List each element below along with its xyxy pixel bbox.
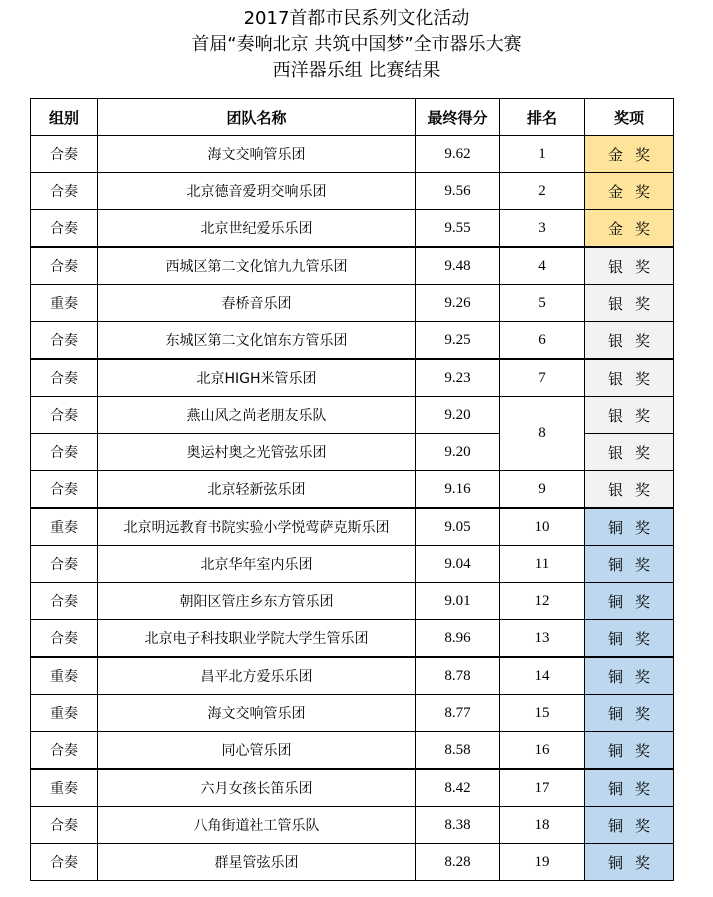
score-cell: 9.62 bbox=[416, 136, 500, 173]
score-cell: 8.38 bbox=[416, 807, 500, 844]
table-row bbox=[31, 657, 674, 695]
team-name-cell: 奥运村奥之光管弦乐团 bbox=[98, 434, 416, 471]
award-cell: 铜奖 bbox=[585, 695, 674, 732]
competition-title: 首届“奏响北京 共筑中国梦”全市器乐大赛 bbox=[191, 34, 522, 55]
score-cell: 9.48 bbox=[416, 247, 500, 285]
rank-cell: 15 bbox=[500, 695, 585, 732]
score-cell: 9.04 bbox=[416, 546, 500, 583]
rank-cell: 6 bbox=[500, 322, 585, 360]
group-cell: 重奏 bbox=[31, 769, 98, 807]
table-row bbox=[31, 769, 674, 807]
table-row bbox=[31, 695, 674, 732]
team-name-cell: 昌平北方爱乐乐团 bbox=[98, 657, 416, 695]
team-name-cell: 六月女孩长笛乐团 bbox=[98, 769, 416, 807]
rank-cell: 5 bbox=[500, 285, 585, 322]
award-cell: 铜奖 bbox=[585, 732, 674, 770]
group-cell: 合奏 bbox=[31, 173, 98, 210]
team-name-cell: 燕山风之尚老朋友乐队 bbox=[98, 397, 416, 434]
group-cell: 重奏 bbox=[31, 695, 98, 732]
score-cell: 9.23 bbox=[416, 359, 500, 397]
score-cell: 9.25 bbox=[416, 322, 500, 360]
table-row bbox=[31, 583, 674, 620]
team-name-cell: 西城区第二文化馆九九管乐团 bbox=[98, 247, 416, 285]
team-name-cell: 八角街道社工管乐队 bbox=[98, 807, 416, 844]
group-cell: 合奏 bbox=[31, 471, 98, 509]
rank-cell: 19 bbox=[500, 844, 585, 881]
group-cell: 合奏 bbox=[31, 136, 98, 173]
score-cell: 9.56 bbox=[416, 173, 500, 210]
rank-cell: 11 bbox=[500, 546, 585, 583]
table-row bbox=[31, 210, 674, 248]
rank-cell: 14 bbox=[500, 657, 585, 695]
team-name-cell: 北京世纪爱乐乐团 bbox=[98, 210, 416, 248]
award-cell: 银奖 bbox=[585, 322, 674, 360]
team-name-cell: 北京HIGH米管乐团 bbox=[98, 359, 416, 397]
table-row bbox=[31, 397, 674, 434]
rank-cell: 16 bbox=[500, 732, 585, 770]
award-cell: 银奖 bbox=[585, 397, 674, 434]
group-cell: 重奏 bbox=[31, 285, 98, 322]
team-name-cell: 北京明远教育书院实验小学悦莺萨克斯乐团 bbox=[98, 508, 416, 546]
group-cell: 合奏 bbox=[31, 322, 98, 360]
results-title: 西洋器乐组 比赛结果 bbox=[272, 60, 441, 81]
header-team: 团队名称 bbox=[98, 99, 416, 136]
score-cell: 8.42 bbox=[416, 769, 500, 807]
group-cell: 合奏 bbox=[31, 807, 98, 844]
table-row bbox=[31, 322, 674, 360]
rank-cell: 13 bbox=[500, 620, 585, 658]
group-cell: 合奏 bbox=[31, 620, 98, 658]
results-table bbox=[30, 98, 674, 881]
score-cell: 8.77 bbox=[416, 695, 500, 732]
score-cell: 9.01 bbox=[416, 583, 500, 620]
award-cell: 金奖 bbox=[585, 210, 674, 248]
award-cell: 金奖 bbox=[585, 173, 674, 210]
title-block bbox=[0, 6, 713, 84]
award-cell: 银奖 bbox=[585, 285, 674, 322]
event-title: 2017首都市民系列文化活动 bbox=[243, 8, 470, 29]
rank-cell: 17 bbox=[500, 769, 585, 807]
group-cell: 合奏 bbox=[31, 397, 98, 434]
score-cell: 9.20 bbox=[416, 397, 500, 434]
table-row bbox=[31, 807, 674, 844]
rank-cell: 8 bbox=[500, 397, 585, 471]
team-name-cell: 春桥音乐团 bbox=[98, 285, 416, 322]
award-cell: 银奖 bbox=[585, 434, 674, 471]
rank-cell: 3 bbox=[500, 210, 585, 248]
header-award: 奖项 bbox=[585, 99, 674, 136]
rank-cell: 4 bbox=[500, 247, 585, 285]
rank-cell: 2 bbox=[500, 173, 585, 210]
award-cell: 铜奖 bbox=[585, 583, 674, 620]
table-row bbox=[31, 173, 674, 210]
group-cell: 合奏 bbox=[31, 359, 98, 397]
team-name-cell: 北京德音爱玥交响乐团 bbox=[98, 173, 416, 210]
team-name-cell: 北京轻新弦乐团 bbox=[98, 471, 416, 509]
award-cell: 铜奖 bbox=[585, 508, 674, 546]
rank-cell: 10 bbox=[500, 508, 585, 546]
group-cell: 合奏 bbox=[31, 583, 98, 620]
group-cell: 合奏 bbox=[31, 434, 98, 471]
group-cell: 重奏 bbox=[31, 657, 98, 695]
award-cell: 铜奖 bbox=[585, 807, 674, 844]
score-cell: 8.28 bbox=[416, 844, 500, 881]
group-cell: 合奏 bbox=[31, 546, 98, 583]
score-cell: 8.58 bbox=[416, 732, 500, 770]
group-cell: 合奏 bbox=[31, 844, 98, 881]
results-body bbox=[31, 136, 674, 881]
table-row bbox=[31, 136, 674, 173]
award-cell: 银奖 bbox=[585, 247, 674, 285]
table-row bbox=[31, 247, 674, 285]
award-cell: 金奖 bbox=[585, 136, 674, 173]
rank-cell: 12 bbox=[500, 583, 585, 620]
award-cell: 银奖 bbox=[585, 359, 674, 397]
team-name-cell: 海文交响管乐团 bbox=[98, 136, 416, 173]
team-name-cell: 同心管乐团 bbox=[98, 732, 416, 770]
team-name-cell: 朝阳区管庄乡东方管乐团 bbox=[98, 583, 416, 620]
team-name-cell: 东城区第二文化馆东方管乐团 bbox=[98, 322, 416, 360]
table-row bbox=[31, 620, 674, 658]
table-row bbox=[31, 285, 674, 322]
award-cell: 铜奖 bbox=[585, 769, 674, 807]
score-cell: 9.16 bbox=[416, 471, 500, 509]
team-name-cell: 北京华年室内乐团 bbox=[98, 546, 416, 583]
table-row bbox=[31, 844, 674, 881]
table-row bbox=[31, 508, 674, 546]
team-name-cell: 北京电子科技职业学院大学生管乐团 bbox=[98, 620, 416, 658]
group-cell: 合奏 bbox=[31, 732, 98, 770]
rank-cell: 7 bbox=[500, 359, 585, 397]
table-row bbox=[31, 359, 674, 397]
group-cell: 合奏 bbox=[31, 247, 98, 285]
award-cell: 铜奖 bbox=[585, 620, 674, 658]
header-group: 组别 bbox=[31, 99, 98, 136]
rank-cell: 1 bbox=[500, 136, 585, 173]
score-cell: 9.55 bbox=[416, 210, 500, 248]
score-cell: 8.78 bbox=[416, 657, 500, 695]
score-cell: 9.05 bbox=[416, 508, 500, 546]
award-cell: 银奖 bbox=[585, 471, 674, 509]
score-cell: 9.20 bbox=[416, 434, 500, 471]
team-name-cell: 群星管弦乐团 bbox=[98, 844, 416, 881]
header-rank: 排名 bbox=[500, 99, 585, 136]
rank-cell: 18 bbox=[500, 807, 585, 844]
header-score: 最终得分 bbox=[416, 99, 500, 136]
award-cell: 铜奖 bbox=[585, 546, 674, 583]
award-cell: 铜奖 bbox=[585, 844, 674, 881]
group-cell: 合奏 bbox=[31, 210, 98, 248]
table-row bbox=[31, 732, 674, 770]
rank-cell: 9 bbox=[500, 471, 585, 509]
header-row bbox=[31, 99, 674, 136]
award-cell: 铜奖 bbox=[585, 657, 674, 695]
score-cell: 8.96 bbox=[416, 620, 500, 658]
table-row bbox=[31, 546, 674, 583]
team-name-cell: 海文交响管乐团 bbox=[98, 695, 416, 732]
group-cell: 重奏 bbox=[31, 508, 98, 546]
score-cell: 9.26 bbox=[416, 285, 500, 322]
table-row bbox=[31, 471, 674, 509]
